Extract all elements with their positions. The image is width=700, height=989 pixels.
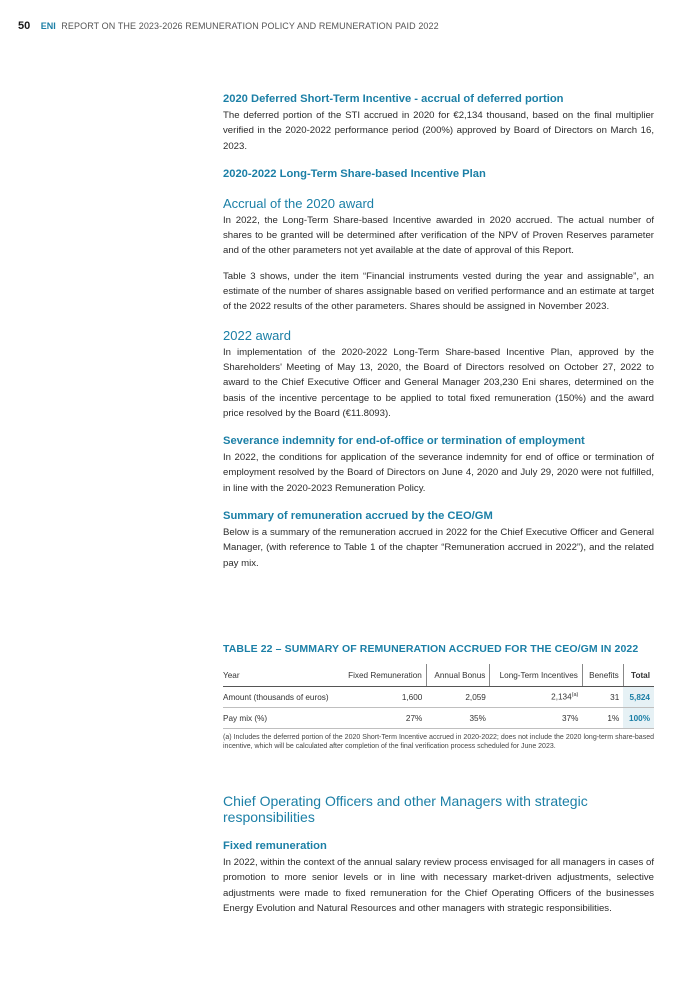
accrual-body-2: Table 3 shows, under the item “Financial instruments vested during the year and assignable”, an estimate of the number of shares assignable based on verified performance and an estimate at target of the 2022 results of the other parameters. Shares should be assigned in November 2023. bbox=[223, 270, 654, 313]
row-label: Amount (thousands of euros) bbox=[223, 687, 339, 708]
table-title: TABLE 22 – SUMMARY OF REMUNERATION ACCRUED FOR THE CEO/GM IN 2022 bbox=[223, 643, 639, 655]
col-benefits: Benefits bbox=[582, 664, 623, 687]
cell-total: 100% bbox=[623, 708, 654, 729]
managers-heading: Chief Operating Officers and other Managers with strategic responsibilities bbox=[223, 793, 588, 825]
cell-fixed: 27% bbox=[339, 708, 426, 729]
sti-heading: 2020 Deferred Short-Term Incentive - accrual of deferred portion bbox=[223, 93, 564, 105]
accrual-heading: Accrual of the 2020 award bbox=[223, 195, 375, 211]
col-total: Total bbox=[623, 664, 654, 687]
cell-lti: 37% bbox=[490, 708, 583, 729]
table-footnote: (a) Includes the deferred portion of the 2020 Short-Term Incentive accrued in 2020-2022; does not include the 2020 long-term share-based incentive, which will be calculated after completion of the final verification process scheduled for June 2023. bbox=[223, 734, 654, 750]
sti-body: The deferred portion of the STI accrued in 2020 for €2,134 thousand, based on the final multiplier verified in the 2020-2022 performance period (200%) approved by Board of Directors on March 16, 2023. bbox=[223, 110, 654, 152]
table-row bbox=[223, 708, 654, 729]
page-number: 50 bbox=[18, 20, 31, 32]
col-year: Year bbox=[223, 664, 339, 687]
table-row bbox=[223, 687, 654, 708]
table-header-row bbox=[223, 664, 654, 687]
cell-fixed: 1,600 bbox=[339, 687, 426, 708]
severance-body: In 2022, the conditions for application of the severance indemnity for end of office or termination of employment resolved by the Board of Directors on June 4, 2020 and July 29, 2020 were not fulfilled, in line with the 2020-2023 Remuneration Policy. bbox=[223, 452, 654, 494]
summary-body: Below is a summary of the remuneration accrued in 2022 for the Chief Executive Officer and General Manager, (with reference to Table 1 of the chapter “Remuneration accrued in 2022”), and the related pay mix. bbox=[223, 527, 654, 569]
remuneration-summary-table bbox=[223, 664, 654, 729]
cell-lti-value: 2,134 bbox=[551, 692, 572, 702]
award-2022-heading: 2022 award bbox=[223, 327, 291, 343]
cell-lti bbox=[490, 687, 583, 708]
managers-section bbox=[223, 793, 654, 916]
footnote-marker: (a) bbox=[571, 692, 579, 699]
col-annual-bonus: Annual Bonus bbox=[426, 664, 490, 687]
award-2022-body: In implementation of the 2020-2022 Long-Term Share-based Incentive Plan, approved by the Shareholders' Meeting of May 13, 2020, the Board of Directors resolved on October 27, 2022 to award to the Chief Executive Officer and General Manager 203,230 Eni shares, determined on the basis of the incentive percentage to be applied to total fixed remuneration (150%) and the award price resolved by the Board (€11.8093). bbox=[223, 346, 654, 419]
ltip-heading: 2020-2022 Long-Term Share-based Incentive Plan bbox=[223, 167, 486, 180]
running-title: REPORT ON THE 2023-2026 REMUNERATION POLICY AND REMUNERATION PAID 2022 bbox=[61, 21, 439, 31]
cell-benefits: 1% bbox=[582, 708, 623, 729]
accrual-body-1: In 2022, the Long-Term Share-based Incentive awarded in 2020 accrued. The actual number of shares to be granted will be determined after verification of the NPV of Proven Reserves parameter and of the other parameters not yet available at the date of approval of this Report. bbox=[223, 214, 654, 257]
cell-bonus: 35% bbox=[426, 708, 490, 729]
main-content bbox=[223, 92, 654, 571]
fixed-remuneration-body: In 2022, within the context of the annual salary review process envisaged for all managers in cases of promotion to more senior levels or in line with necessary market-driven adjustments, selective adjustments were made to fixed remuneration for the Chief Operating Officers of the businesses Energy Evolution and Natural Resources and other managers with strategic responsibilities. bbox=[223, 857, 654, 914]
summary-heading: Summary of remuneration accrued by the CEO/GM bbox=[223, 510, 493, 523]
fixed-remuneration-heading: Fixed remuneration bbox=[223, 840, 327, 852]
row-label: Pay mix (%) bbox=[223, 708, 339, 729]
severance-heading: Severance indemnity for end-of-office or termination of employment bbox=[223, 435, 585, 448]
page-header bbox=[18, 20, 439, 32]
cell-bonus: 2,059 bbox=[426, 687, 490, 708]
col-fixed-remuneration: Fixed Remuneration bbox=[339, 664, 426, 687]
col-long-term-incentives: Long-Term Incentives bbox=[490, 664, 583, 687]
brand-name: ENI bbox=[40, 21, 56, 31]
cell-total: 5,824 bbox=[623, 687, 654, 708]
cell-benefits: 31 bbox=[582, 687, 623, 708]
